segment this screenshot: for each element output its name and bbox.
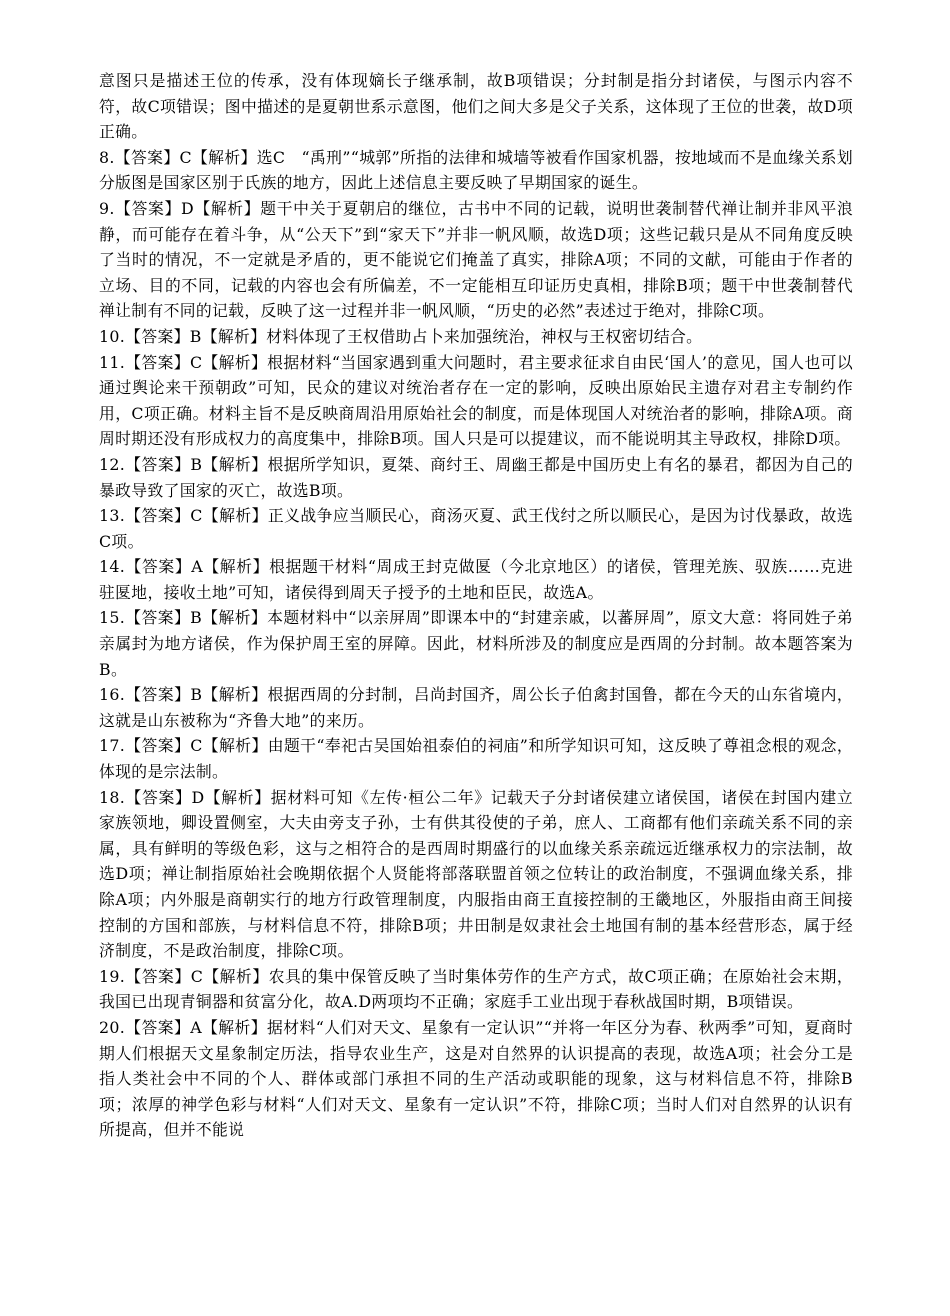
paragraph-q10: 10.【答案】B【解析】材料体现了王权借助占卜来加强统治，神权与王权密切结合。 bbox=[99, 326, 703, 346]
paragraph-q19: 19.【答案】C【解析】农具的集中保管反映了当时集体劳作的生产方式，故C项正确；在原始社会末期，我国已出现青铜器和贫富分化，故A.D两项均不正确；家庭手工业出现于春秋战国时期，B项错误。 bbox=[99, 966, 853, 1012]
paragraph-q16: 16.【答案】B【解析】根据西周的分封制，吕尚封国齐，周公长子伯禽封国鲁，都在今天的山东省境内，这就是山东被称为“齐鲁大地”的来历。 bbox=[99, 685, 853, 730]
paragraph-q7-continued: 意图只是描述王位的传承，没有体现嫡长子继承制，故B项错误；分封制是指分封诸侯，与图示内容不符，故C项错误；图中描述的是夏朝世系示意图，他们之间大多是父子关系，这体现了王位的世袭，故D项正确。 bbox=[99, 71, 853, 142]
paragraph-q8: 8.【答案】C【解析】选C “禹刑”“城郭”所指的法律和城墙等被看作国家机器，按地域而不是血缘关系划分版图是国家区别于氏族的地方，因此上述信息主要反映了早期国家的诞生。 bbox=[99, 147, 853, 193]
paragraph-q11: 11.【答案】C【解析】根据材料“当国家遇到重大问题时，君主要求征求自由民‘国人’的意见，国人也可以通过舆论来干预朝政”可知，民众的建议对统治者存在一定的影响，反映出原始民主遗存对君主专制约作用，C项正确。材料主旨不是反映商周沿用原始社会的制度，而是体现国人对统治者的影响，排除A项。商周时期还没有形成权力的高度集中，排除B项。国人只是可以提建议，而不能说明其主导政权，排除D项。 bbox=[99, 352, 853, 449]
paragraph-q12: 12.【答案】B【解析】根据所学知识，夏桀、商纣王、周幽王都是中国历史上有名的暴君，都因为自己的暴政导致了国家的灭亡，故选B项。 bbox=[99, 454, 853, 500]
paragraph-q18: 18.【答案】D【解析】据材料可知《左传·桓公二年》记载天子分封诸侯建立诸侯国，诸侯在封国内建立家族领地，卿设置侧室，大夫由旁支子孙，士有供其役使的子弟，庶人、工商都有他们亲疏关系不同的亲属，具有鲜明的等级色彩，这与之相符合的是西周时期盛行的以血缘关系亲疏远近继承权力的宗法制，故选D项；禅让制指原始社会晚期依据个人贤能将部落联盟首领之位转让的政治制度，不强调血缘关系，排除A项；内外服是商朝实行的地方行政管理制度，内服指由商王直接控制的王畿地区，外服指由商王间接控制的方国和部族，与材料信息不符，排除B项；井田制是奴隶社会土地国有制的基本经营形态，属于经济制度，不是政治制度，排除C项。 bbox=[99, 787, 853, 961]
paragraph-q13: 13.【答案】C【解析】正义战争应当顺民心，商汤灭夏、武王伐纣之所以顺民心，是因为讨伐暴政，故选C项。 bbox=[99, 506, 853, 551]
paragraph-q20: 20.【答案】A【解析】据材料“人们对天文、星象有一定认识”“并将一年区分为春、秋两季”可知，夏商时期人们根据天文星象制定历法，指导农业生产，这是对自然界的认识提高的表现，故选A项；社会分工是指人类社会中不同的个人、群体或部门承担不同的生产活动或职能的现象，这与材料信息不符，排除B项；浓厚的神学色彩与材料“人们对天文、星象有一定认识”不符，排除C项；当时人们对自然界的认识有所提高，但并不能说 bbox=[99, 1017, 853, 1140]
paragraph-q9: 9.【答案】D【解析】题干中关于夏朝启的继位，古书中不同的记载，说明世袭制替代禅让制并非风平浪静，而可能存在着斗争，从“公天下”到“家天下”并非一帆风顺，故选D项；这些记载只是从不同角度反映了当时的情况，不一定就是矛盾的，更不能说它们掩盖了真实，排除A项；不同的文献，可能由于作者的立场、目的不同，记载的内容也会有所偏差，不一定能相互印证历史真相，排除B项；题干中世袭制替代禅让制有不同的记载，反映了这一过程并非一帆风顺，“历史的必然”表述过于绝对，排除C项。 bbox=[99, 198, 853, 321]
paragraph-q15: 15.【答案】B【解析】本题材料中“以亲屏周”即课本中的“封建亲戚，以蕃屏周”，原文大意：将同姓子弟亲属封为地方诸侯，作为保护周王室的屏障。因此，材料所涉及的制度应是西周的分封制。故本题答案为B。 bbox=[99, 608, 853, 679]
paragraph-q17: 17.【答案】C【解析】由题干“奉祀古吴国始祖泰伯的祠庙”和所学知识可知，这反映了尊祖念根的观念，体现的是宗法制。 bbox=[99, 736, 853, 782]
paragraph-q14: 14.【答案】A【解析】根据题干材料“周成王封克做匽（今北京地区）的诸侯，管理羌族、驭族……克进驻匽地，接收土地”可知，诸侯得到周天子授予的土地和臣民，故选A。 bbox=[99, 557, 853, 602]
answer-explanations bbox=[99, 68, 853, 1143]
